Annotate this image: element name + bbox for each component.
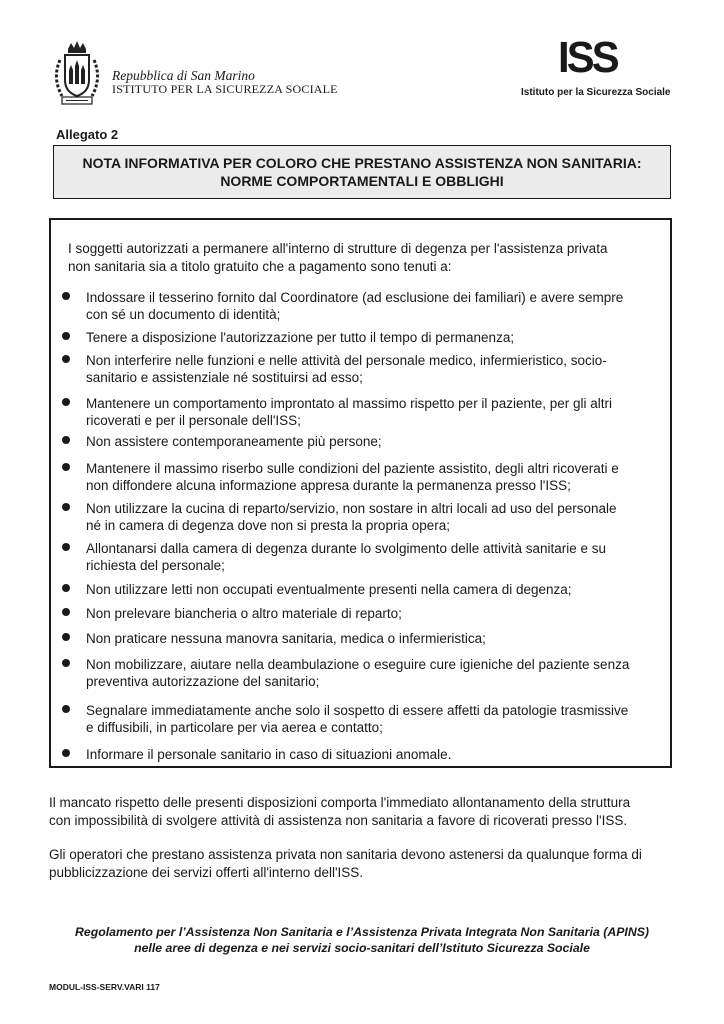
rule-line: Non utilizzare letti non occupati eventualmente presenti nella camera di degenza;: [86, 582, 572, 597]
san-marino-coat-of-arms-icon: [48, 40, 106, 106]
title-line-2: NORME COMPORTAMENTALI E OBBLIGHI: [220, 173, 504, 189]
notice-paragraph: [49, 794, 679, 830]
rule-text: [86, 395, 658, 429]
bullet-icon: [62, 633, 70, 641]
advertising-line-2: pubblicizzazione dei servizi offerti all'interno dell'ISS.: [49, 865, 364, 880]
notice-line-1: Il mancato rispetto delle presenti disposizioni comporta l'immediato allontanamento della struttura: [49, 795, 631, 810]
rule-text: [86, 630, 658, 647]
rule-line: con sé un documento di identità;: [86, 307, 281, 322]
bullet-icon: [62, 584, 70, 592]
rule-text: [86, 460, 658, 494]
intro-line-2: non sanitaria sia a titolo gratuito che a pagamento sono tenuti a:: [68, 259, 452, 274]
rule-text: [86, 500, 658, 534]
bullet-icon: [62, 705, 70, 713]
rule-text: [86, 329, 658, 346]
bullet-icon: [62, 398, 70, 406]
bullet-icon: [62, 292, 70, 300]
intro-line-1: I soggetti autorizzati a permanere all'interno di strutture di degenza per l'assistenza privata: [68, 241, 608, 256]
notice-line-2: con impossibilità di svolgere attività di assistenza non sanitaria a favore di ricoverati presso l'ISS.: [49, 813, 628, 828]
rule-text: [86, 702, 658, 736]
rule-line: Segnalare immediatamente anche solo il sospetto di essere affetti da patologie trasmissive: [86, 703, 629, 718]
rule-line: Informare il personale sanitario in caso di situazioni anomale.: [86, 747, 452, 762]
rule-text: [86, 433, 658, 450]
bullet-icon: [62, 436, 70, 444]
bullet-icon: [62, 608, 70, 616]
bullet-icon: [62, 463, 70, 471]
rule-text: [86, 289, 658, 323]
intro-text: [68, 240, 658, 276]
rule-text: [86, 540, 658, 574]
rule-line: sanitario e assistenziale né sostituirsi ad esso;: [86, 370, 363, 385]
title-line-1: NOTA INFORMATIVA PER COLORO CHE PRESTANO ASSISTENZA NON SANITARIA:: [82, 155, 642, 171]
regulation-line-2: nelle aree di degenza e nei servizi socio-sanitari dell’Istituto Sicurezza Sociale: [134, 941, 590, 955]
rule-line: richiesta del personale;: [86, 558, 225, 573]
bullet-icon: [62, 355, 70, 363]
bullet-icon: [62, 332, 70, 340]
rule-text: [86, 581, 658, 598]
rule-line: Non mobilizzare, aiutare nella deambulazione o eseguire cure igieniche del paziente senza: [86, 657, 630, 672]
rule-line: né in camera di degenza dove non si presta la propria opera;: [86, 518, 450, 533]
rule-line: Mantenere un comportamento improntato al massimo rispetto per il paziente, per gli altri: [86, 396, 612, 411]
regulation-line-1: Regolamento per l’Assistenza Non Sanitaria e l’Assistenza Privata Integrata Non Sanitaria (APINS): [74, 925, 649, 939]
rule-text: [86, 656, 658, 690]
republic-name: Repubblica di San Marino: [112, 68, 255, 83]
institute-name: ISTITUTO PER LA SICUREZZA SOCIALE: [112, 82, 338, 96]
rule-line: Non utilizzare la cucina di reparto/servizio, non sostare in altri locali ad uso del personale: [86, 501, 617, 516]
regulation-reference: [30, 924, 694, 956]
attachment-label: Allegato 2: [56, 127, 119, 142]
rule-text: [86, 352, 658, 386]
rule-line: preventiva autorizzazione del sanitario;: [86, 674, 320, 689]
bullet-icon: [62, 503, 70, 511]
rule-line: Non assistere contemporaneamente più persone;: [86, 434, 382, 449]
rule-line: Non interferire nelle funzioni e nelle attività del personale medico, infermieristico, socio-: [86, 353, 607, 368]
rule-line: Non prelevare biancheria o altro materiale di reparto;: [86, 606, 402, 621]
rule-line: Mantenere il massimo riserbo sulle condizioni del paziente assistito, degli altri ricoverati e: [86, 461, 619, 476]
rule-text: [86, 746, 658, 763]
bullet-icon: [62, 543, 70, 551]
form-code: MODUL-ISS-SERV.VARI 117: [49, 982, 160, 992]
iss-logo: ISS: [558, 33, 617, 82]
rule-line: Allontanarsi dalla camera di degenza durante lo svolgimento delle attività sanitarie e su: [86, 541, 607, 556]
advertising-paragraph: [49, 846, 679, 882]
bullet-icon: [62, 749, 70, 757]
document-title: [53, 145, 671, 199]
rule-line: e diffusibili, in particolare per via aerea e contatto;: [86, 720, 383, 735]
rule-line: Tenere a disposizione l'autorizzazione per tutto il tempo di permanenza;: [86, 330, 515, 345]
advertising-line-1: Gli operatori che prestano assistenza privata non sanitaria devono astenersi da qualunque forma di: [49, 847, 642, 862]
rule-line: Non praticare nessuna manovra sanitaria, medica o infermieristica;: [86, 631, 486, 646]
rule-line: non diffondere alcuna informazione appresa durante la permanenza presso l'ISS;: [86, 478, 571, 493]
rule-line: Indossare il tesserino fornito dal Coordinatore (ad esclusione dei familiari) e avere sempre: [86, 290, 624, 305]
rule-line: ricoverati e per il personale dell'ISS;: [86, 413, 301, 428]
iss-logo-subtitle: Istituto per la Sicurezza Sociale: [521, 87, 671, 98]
bullet-icon: [62, 659, 70, 667]
rule-text: [86, 605, 658, 622]
